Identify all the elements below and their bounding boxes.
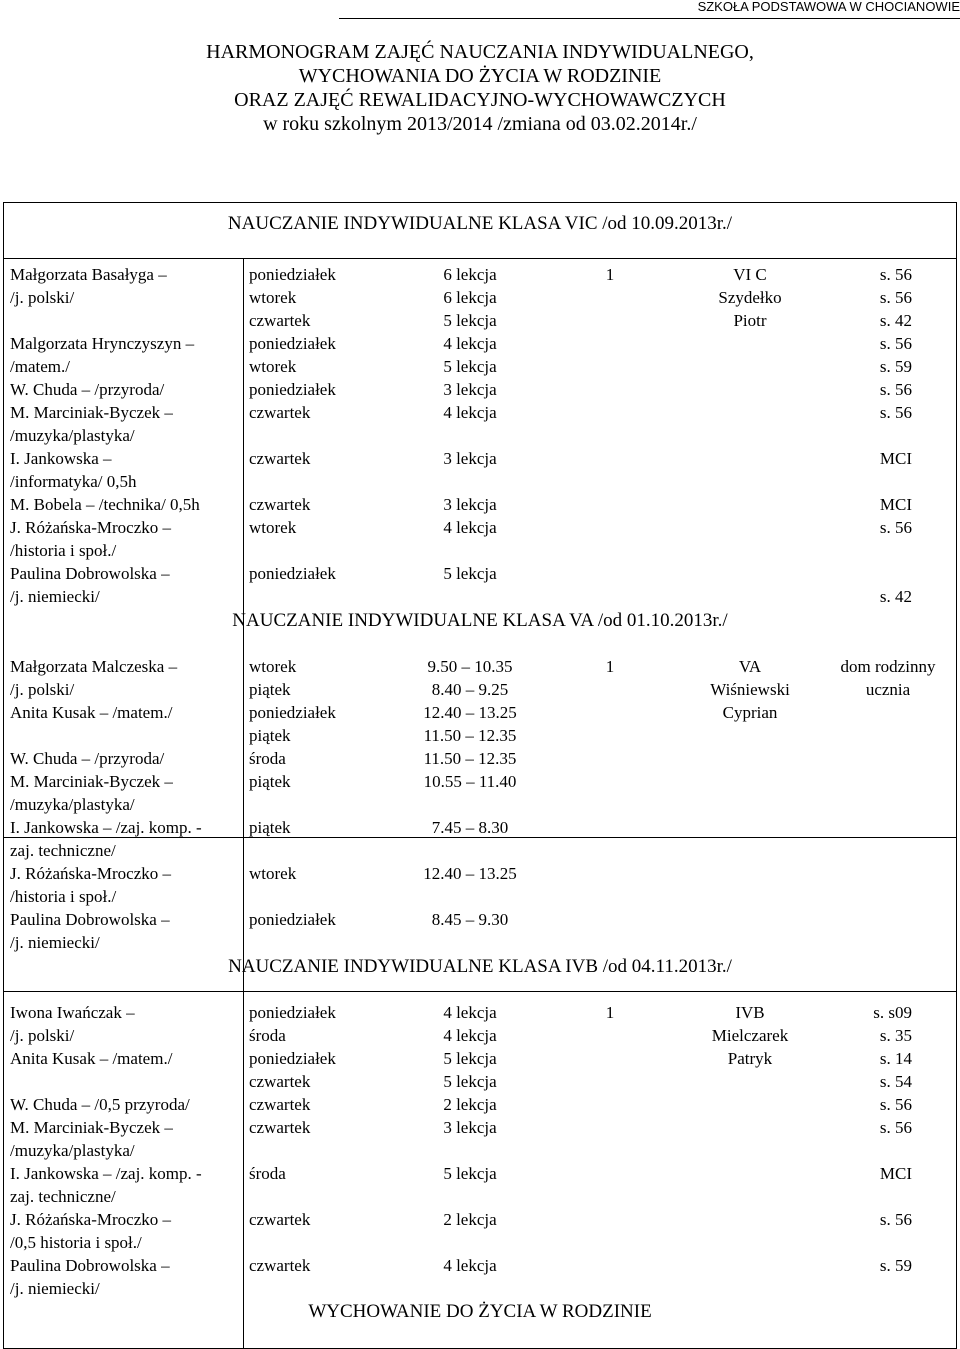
student-surname: Mielczarek bbox=[711, 1026, 789, 1045]
student-class: VI C bbox=[733, 265, 767, 284]
lesson: 4 lekcja bbox=[443, 518, 497, 537]
hours-count: 1 bbox=[605, 265, 615, 284]
day: czwartek bbox=[249, 1118, 311, 1137]
student-name: Piotr bbox=[733, 311, 767, 330]
teacher-line: J. Różańska-Mroczko – bbox=[10, 518, 171, 537]
day: wtorek bbox=[249, 864, 297, 883]
teacher-line: /matem./ bbox=[10, 357, 70, 376]
teacher-line: zaj. techniczne/ bbox=[10, 1187, 116, 1206]
day: piątek bbox=[249, 680, 291, 699]
day: czwartek bbox=[249, 311, 311, 330]
teacher-line: Małgorzata Basałyga – bbox=[10, 265, 167, 284]
day: czwartek bbox=[249, 403, 311, 422]
teacher-line: /muzyka/plastyka/ bbox=[10, 1141, 135, 1160]
teacher-line: /muzyka/plastyka/ bbox=[10, 795, 135, 814]
title-line: WYCHOWANIA DO ŻYCIA W RODZINIE bbox=[298, 65, 662, 87]
room: s. 56 bbox=[879, 518, 912, 537]
room: s. 56 bbox=[879, 380, 912, 399]
room: s. 59 bbox=[879, 357, 912, 376]
teacher-line: I. Jankowska – bbox=[10, 449, 112, 468]
room: s. 42 bbox=[879, 587, 912, 606]
room: s. 56 bbox=[879, 334, 912, 353]
student-name: Cyprian bbox=[722, 703, 778, 722]
hours-count: 1 bbox=[605, 657, 615, 676]
teacher-line: /j. polski/ bbox=[10, 680, 75, 699]
section-heading-vic: NAUCZANIE INDYWIDUALNE KLASA VIC /od 10.09.2013r./ bbox=[227, 213, 733, 234]
day: piątek bbox=[249, 726, 291, 745]
teacher-line: I. Jankowska – /zaj. komp. - bbox=[10, 818, 202, 837]
day: czwartek bbox=[249, 1210, 311, 1229]
lesson: 3 lekcja bbox=[443, 380, 497, 399]
day: wtorek bbox=[249, 657, 297, 676]
day: czwartek bbox=[249, 1095, 311, 1114]
time: 11.50 – 12.35 bbox=[423, 749, 517, 768]
room: s. 56 bbox=[879, 265, 912, 284]
room: s. 56 bbox=[879, 1095, 912, 1114]
lesson: 4 lekcja bbox=[443, 1256, 497, 1275]
teacher-line: Paulina Dobrowolska – bbox=[10, 1256, 170, 1275]
room: s. 56 bbox=[879, 288, 912, 307]
place-line: dom rodzinny bbox=[840, 657, 936, 676]
student-class: VA bbox=[738, 657, 762, 676]
teacher-line: Malgorzata Hrynczyszyn – bbox=[10, 334, 195, 353]
section-heading-wdz: WYCHOWANIE DO ŻYCIA W RODZINIE bbox=[308, 1301, 652, 1322]
lesson: 3 lekcja bbox=[443, 495, 497, 514]
day: czwartek bbox=[249, 495, 311, 514]
time: 12.40 – 13.25 bbox=[423, 864, 517, 883]
teacher-line: M. Bobela – /technika/ 0,5h bbox=[10, 495, 200, 514]
room: s. 14 bbox=[879, 1049, 912, 1068]
room: MCI bbox=[879, 449, 912, 468]
day: czwartek bbox=[249, 1072, 311, 1091]
day: czwartek bbox=[249, 1256, 311, 1275]
section-heading-va: NAUCZANIE INDYWIDUALNE KLASA VA /od 01.10.2013r./ bbox=[232, 610, 728, 631]
document-title bbox=[0, 40, 960, 136]
day: poniedziałek bbox=[249, 334, 336, 353]
teacher-line: /historia i społ./ bbox=[10, 541, 117, 560]
teacher-line: J. Różańska-Mroczko – bbox=[10, 1210, 171, 1229]
day: poniedziałek bbox=[249, 703, 336, 722]
teacher-line: W. Chuda – /przyroda/ bbox=[10, 749, 165, 768]
student-class: IVB bbox=[735, 1003, 765, 1022]
day: wtorek bbox=[249, 288, 297, 307]
teacher-line: /j. niemiecki/ bbox=[10, 1279, 100, 1298]
teacher-line: Paulina Dobrowolska – bbox=[10, 910, 170, 929]
title-line: w roku szkolnym 2013/2014 /zmiana od 03.02.2014r./ bbox=[263, 113, 697, 135]
teacher-line: /j. polski/ bbox=[10, 1026, 75, 1045]
teacher-line: Paulina Dobrowolska – bbox=[10, 564, 170, 583]
room: s. 35 bbox=[879, 1026, 912, 1045]
title-line: HARMONOGRAM ZAJĘĆ NAUCZANIA INDYWIDUALNEGO, bbox=[206, 41, 754, 63]
lesson: 5 lekcja bbox=[443, 311, 497, 330]
teacher-line: J. Różańska-Mroczko – bbox=[10, 864, 171, 883]
day: piątek bbox=[249, 772, 291, 791]
day: poniedziałek bbox=[249, 1003, 336, 1022]
day: piątek bbox=[249, 818, 291, 837]
room: MCI bbox=[879, 1164, 912, 1183]
teacher-line: Anita Kusak – /matem./ bbox=[10, 703, 173, 722]
lesson: 2 lekcja bbox=[443, 1210, 497, 1229]
teacher-line: /j. polski/ bbox=[10, 288, 75, 307]
lesson: 5 lekcja bbox=[443, 357, 497, 376]
day: poniedziałek bbox=[249, 265, 336, 284]
section-heading-ivb: NAUCZANIE INDYWIDUALNE KLASA IVB /od 04.11.2013r./ bbox=[228, 956, 732, 977]
student-surname: Szydełko bbox=[718, 288, 782, 307]
teacher-line: zaj. techniczne/ bbox=[10, 841, 116, 860]
day: poniedziałek bbox=[249, 564, 336, 583]
teacher-line: M. Marciniak-Byczek – bbox=[10, 403, 173, 422]
teacher-line: W. Chuda – /0,5 przyroda/ bbox=[10, 1095, 190, 1114]
day: poniedziałek bbox=[249, 1049, 336, 1068]
student-surname: Wiśniewski bbox=[710, 680, 790, 699]
lesson: 5 lekcja bbox=[443, 1049, 497, 1068]
student-name: Patryk bbox=[727, 1049, 773, 1068]
room: s. 56 bbox=[879, 1210, 912, 1229]
room: s. 56 bbox=[879, 403, 912, 422]
day: środa bbox=[249, 749, 286, 768]
day: wtorek bbox=[249, 357, 297, 376]
teacher-line: /0,5 historia i społ./ bbox=[10, 1233, 142, 1252]
day: środa bbox=[249, 1026, 286, 1045]
room: MCI bbox=[879, 495, 912, 514]
day: poniedziałek bbox=[249, 380, 336, 399]
teacher-line: /informatyka/ 0,5h bbox=[10, 472, 137, 491]
time: 11.50 – 12.35 bbox=[423, 726, 517, 745]
day: wtorek bbox=[249, 518, 297, 537]
day: środa bbox=[249, 1164, 286, 1183]
teacher-line: /muzyka/plastyka/ bbox=[10, 426, 135, 445]
teacher-line: M. Marciniak-Byczek – bbox=[10, 1118, 173, 1137]
time: 7.45 – 8.30 bbox=[431, 818, 509, 837]
room: s. 56 bbox=[879, 1118, 912, 1137]
school-name: SZKOŁA PODSTAWOWA W CHOCIANOWIE bbox=[339, 0, 960, 19]
teacher-line: W. Chuda – /przyroda/ bbox=[10, 380, 165, 399]
teacher-line: /historia i społ./ bbox=[10, 887, 117, 906]
teacher-line: /j. niemiecki/ bbox=[10, 933, 100, 952]
lesson: 4 lekcja bbox=[443, 1003, 497, 1022]
title-line: ORAZ ZAJĘĆ REWALIDACYJNO-WYCHOWAWCZYCH bbox=[234, 89, 726, 111]
room: s. s09 bbox=[873, 1003, 912, 1022]
lesson: 4 lekcja bbox=[443, 334, 497, 353]
hours-count: 1 bbox=[605, 1003, 615, 1022]
lesson: 3 lekcja bbox=[443, 1118, 497, 1137]
teacher-line: Małgorzata Malczeska – bbox=[10, 657, 178, 676]
time: 8.45 – 9.30 bbox=[431, 910, 509, 929]
day: czwartek bbox=[249, 449, 311, 468]
day: poniedziałek bbox=[249, 910, 336, 929]
lesson: 5 lekcja bbox=[443, 564, 497, 583]
lesson: 6 lekcja bbox=[443, 265, 497, 284]
teacher-line: Anita Kusak – /matem./ bbox=[10, 1049, 173, 1068]
lesson: 4 lekcja bbox=[443, 403, 497, 422]
time: 8.40 – 9.25 bbox=[431, 680, 509, 699]
teacher-line: /j. niemiecki/ bbox=[10, 587, 100, 606]
time: 10.55 – 11.40 bbox=[423, 772, 517, 791]
room: s. 42 bbox=[879, 311, 912, 330]
room: s. 54 bbox=[879, 1072, 912, 1091]
teacher-line: I. Jankowska – /zaj. komp. - bbox=[10, 1164, 202, 1183]
time: 12.40 – 13.25 bbox=[423, 703, 517, 722]
teacher-line: M. Marciniak-Byczek – bbox=[10, 772, 173, 791]
lesson: 5 lekcja bbox=[443, 1072, 497, 1091]
lesson: 4 lekcja bbox=[443, 1026, 497, 1045]
lesson: 5 lekcja bbox=[443, 1164, 497, 1183]
teacher-line: Iwona Iwańczak – bbox=[10, 1003, 135, 1022]
place-line: ucznia bbox=[865, 680, 911, 699]
lesson: 2 lekcja bbox=[443, 1095, 497, 1114]
lesson: 3 lekcja bbox=[443, 449, 497, 468]
room: s. 59 bbox=[879, 1256, 912, 1275]
time: 9.50 – 10.35 bbox=[427, 657, 513, 676]
lesson: 6 lekcja bbox=[443, 288, 497, 307]
